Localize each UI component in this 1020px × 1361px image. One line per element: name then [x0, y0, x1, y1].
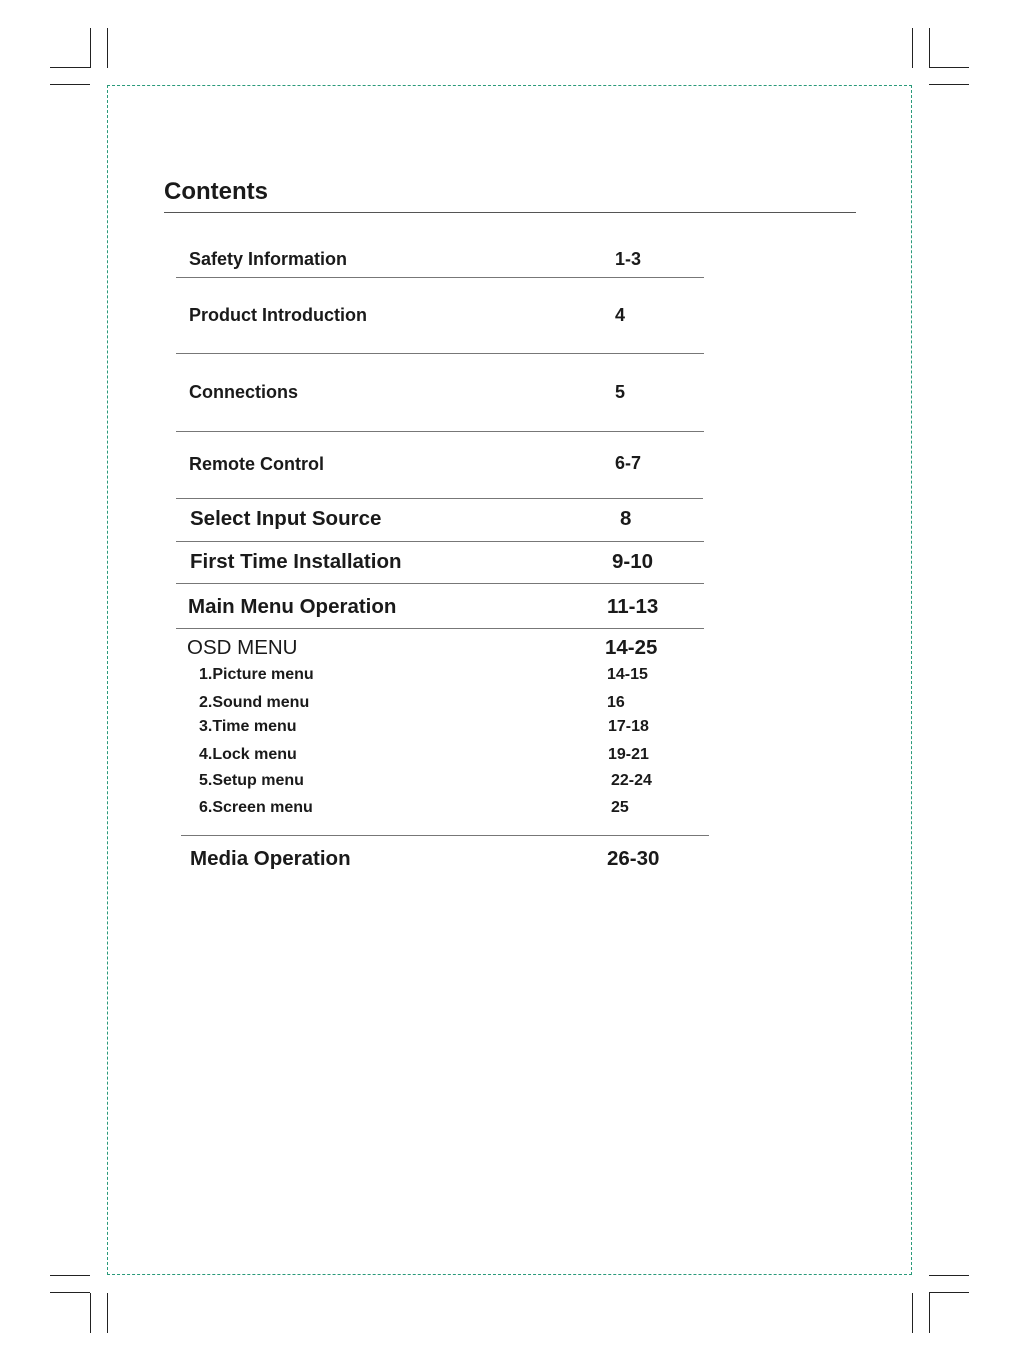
toc-entry-label[interactable]: First Time Installation [190, 550, 402, 573]
crop-mark [912, 1293, 913, 1333]
toc-subentry-label[interactable]: 4.Lock menu [199, 746, 297, 763]
toc-subentry-pages: 14-15 [607, 666, 648, 683]
toc-subentry-label[interactable]: 5.Setup menu [199, 772, 304, 789]
crop-mark [50, 1275, 90, 1276]
toc-divider [176, 277, 704, 278]
toc-subentry-label[interactable]: 1.Picture menu [199, 666, 314, 683]
toc-entry-pages: 14-25 [605, 636, 658, 659]
crop-mark [90, 28, 91, 68]
toc-subentry-label[interactable]: 2.Sound menu [199, 694, 310, 711]
toc-subentry-pages: 16 [607, 694, 625, 711]
crop-mark [929, 1292, 969, 1293]
toc-subentry-pages: 22-24 [611, 772, 652, 789]
crop-mark [50, 67, 90, 68]
toc-entry-pages: 6-7 [615, 453, 642, 473]
toc-subentry-pages: 25 [611, 799, 629, 816]
crop-mark [929, 1293, 930, 1333]
toc-entry-pages: 8 [620, 507, 632, 530]
page-title: Contents [164, 178, 268, 205]
crop-mark [50, 84, 90, 85]
toc-subentry-label[interactable]: 3.Time menu [199, 718, 297, 735]
crop-mark [929, 28, 930, 68]
toc-entry-label[interactable]: Product Introduction [189, 305, 367, 325]
toc-divider [176, 628, 704, 629]
crop-mark [107, 28, 108, 68]
toc-entry-label[interactable]: Media Operation [190, 847, 351, 870]
crop-mark [50, 1292, 90, 1293]
crop-mark [929, 84, 969, 85]
toc-subentry-pages: 17-18 [608, 718, 649, 735]
title-divider [164, 212, 856, 213]
toc-divider [176, 431, 704, 432]
toc-entry-pages: 9-10 [612, 550, 654, 573]
crop-mark [929, 1275, 969, 1276]
crop-mark [912, 28, 913, 68]
crop-mark [107, 1293, 108, 1333]
toc-divider [176, 583, 704, 584]
toc-divider [181, 835, 709, 836]
crop-mark [929, 67, 969, 68]
toc-entry-label[interactable]: Connections [189, 382, 299, 402]
crop-mark [90, 1293, 91, 1333]
toc-entry-label[interactable]: Main Menu Operation [188, 595, 397, 618]
toc-divider [176, 353, 704, 354]
toc-entry-pages: 26-30 [607, 847, 660, 870]
toc-entry-pages: 11-13 [607, 595, 659, 618]
toc-entry-pages: 1-3 [615, 249, 642, 269]
toc-subentry-pages: 19-21 [608, 746, 649, 763]
toc-entry-label[interactable]: OSD MENU [187, 636, 298, 659]
toc-subentry-label[interactable]: 6.Screen menu [199, 799, 313, 816]
toc-entry-label[interactable]: Safety Information [189, 249, 348, 269]
toc-divider [176, 498, 703, 499]
toc-entry-pages: 5 [615, 382, 626, 402]
toc-divider [176, 541, 704, 542]
toc-entry-label[interactable]: Select Input Source [190, 507, 382, 530]
toc-entry-pages: 4 [615, 305, 626, 325]
toc-entry-label[interactable]: Remote Control [189, 454, 324, 474]
